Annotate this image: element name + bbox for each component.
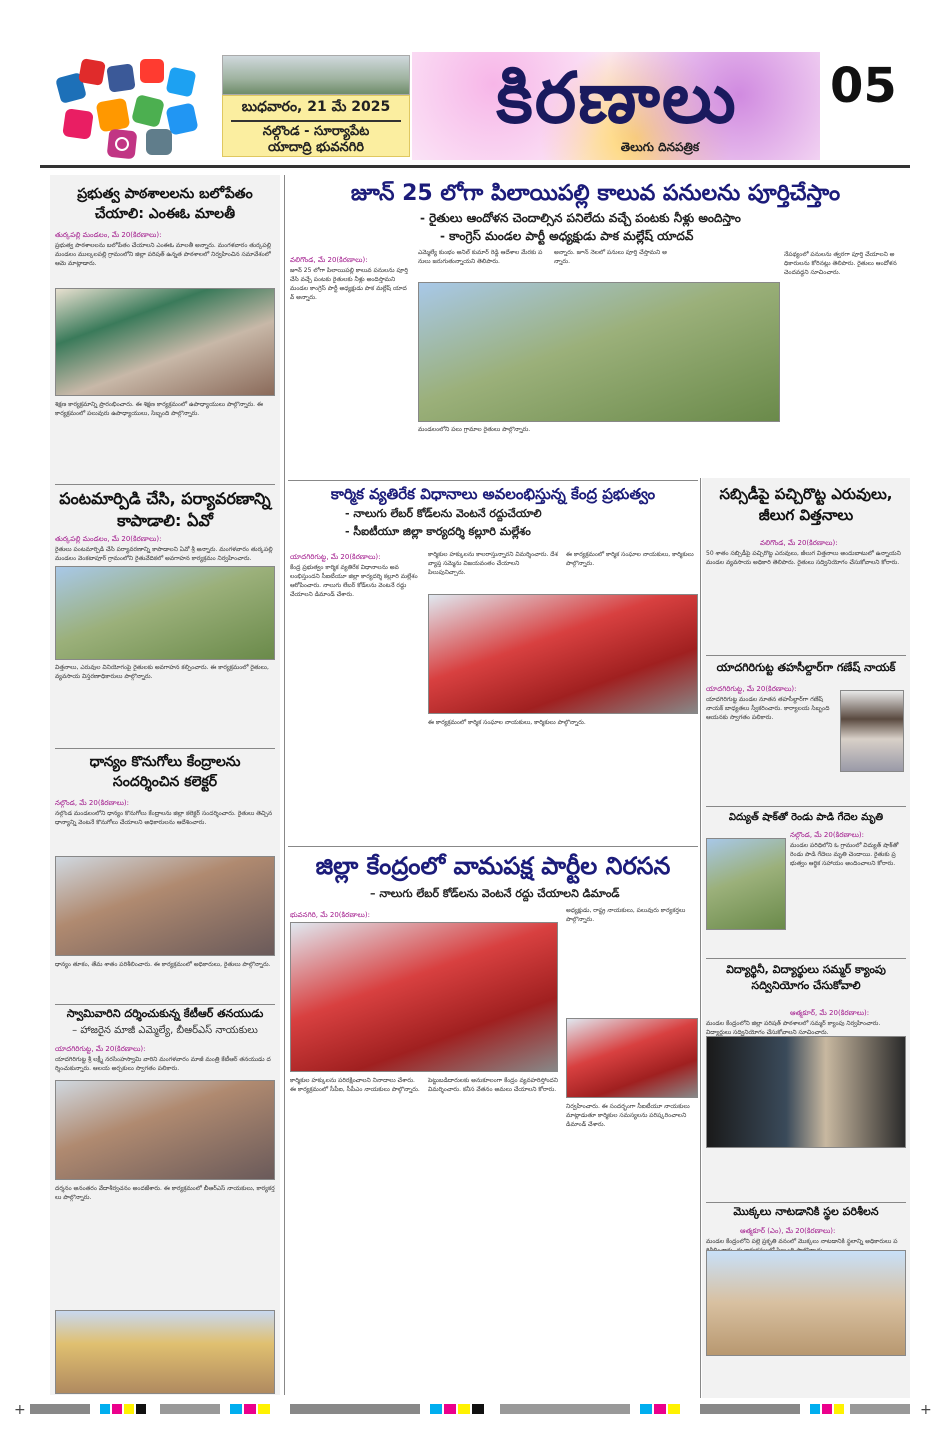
right-story-5-dateline: ఆత్మకూర్ (ఎం), మే 20(కిరణాలు):: [740, 1227, 836, 1235]
lead-story-body-col4: నేపథ్యంలో పనులను త్వరగా పూర్తి చేయాలని అధికారులను కోరినట్లు తెలిపారు. రైతులు ఆందోళన చెందవద్దని సూచించారు.: [784, 251, 897, 276]
left-story-3-body-2: ధాన్యం తూకం, తేమ శాతం పరిశీలించారు. ఈ కార్యక్రమంలో అధికారులు, రైతులు పాల్గొన్నారు.: [55, 961, 271, 968]
left-story-3-photo: [55, 856, 275, 956]
left-story-4-subtitle: – హాజరైన మాజీ ఎమ్మెల్యే, బీఆర్ఎస్ నాయకులు: [72, 1025, 258, 1036]
color-calibration-bar: [30, 1404, 915, 1414]
right-story-5-photo: [706, 1250, 906, 1356]
left-story-4-dateline: యాదగిరిగుట్ట, మే 20(కిరణాలు):: [55, 1045, 146, 1053]
right-story-3-photo: [706, 838, 786, 930]
story-2-body-col3: ఈ కార్యక్రమంలో కార్మిక సంఘాల నాయకులు, కార్మికులు పాల్గొన్నారు.: [566, 551, 694, 567]
left-story-4-body-2: దర్శనం అనంతరం వేదాశీర్వచనం అందజేశారు. ఈ కార్యక్రమంలో బీఆర్ఎస్ నాయకులు, కార్యకర్తలు పాల్గొన్నారు.: [55, 1185, 275, 1201]
left-story-3-body: నల్గొండ మండలంలోని ధాన్యం కొనుగోలు కేంద్రాలను జిల్లా కలెక్టర్ సందర్శించారు. రైతులు తెచ్చిన ధాన్యాన్ని వెంటనే కొనుగోలు చేయాలని అధికారులను ఆదేశించారు.: [55, 810, 273, 826]
story-2-subtitle-2: - సీఐటీయూ జిల్లా కార్యదర్శి కల్లూరి మల్లేశం: [345, 525, 531, 538]
right-story-5-body: మండల కేంద్రంలోని పల్లె ప్రకృతి వనంలో మొక్కలు నాటడానికి స్థలాన్ని అధికారులు ప: [706, 1238, 898, 1245]
right-divider-1: [706, 655, 906, 656]
left-story-4-photo: [55, 1080, 275, 1180]
lead-story-photo: [418, 282, 780, 422]
column-divider-right: [700, 478, 701, 1398]
story-3-body-col2: అధ్యక్షుడు, రాష్ట్ర నాయకులు, పలువురు కార్యకర్తలు పాల్గొన్నారు.: [566, 907, 686, 923]
left-divider-3: [55, 1004, 275, 1005]
newspaper-logo: కిరణాలు: [496, 56, 738, 139]
lead-story-body-col3: అన్నారు. జూన్ నెలలో పనులు పూర్తి చేస్తామని అన్నారు.: [554, 249, 667, 265]
right-divider-2: [706, 806, 906, 807]
left-story-4-title: స్వామివారిని దర్శించుకున్న కేటీఆర్ తనయుడు: [66, 1007, 264, 1020]
right-story-1-dateline: వలిగొండ, మే 20(కిరణాలు):: [760, 539, 838, 547]
story-2-body-col2: కార్మికుల హక్కులను కాలరాస్తున్నారని విమర్శించారు. దేశవ్యాప్త సమ్మెను విజయవంతం చేయాలని పిలుపునిచ్చారు.: [428, 551, 558, 576]
right-story-1-title: సబ్సిడీపై పచ్చిరొట్ట ఎరువులు, జీలుగ విత్తనాలు: [719, 485, 893, 524]
masthead-rule: [40, 165, 910, 168]
right-story-4-photo: [706, 1036, 906, 1148]
left-story-1-dateline: తుర్కపల్లి మండలం, మే 20(కిరణాలు):: [55, 231, 162, 239]
story-3-photo-2: [566, 1018, 698, 1098]
right-story-4-dateline: ఆత్మకూర్, మే 20(కిరణాలు):: [790, 1009, 870, 1017]
left-story-4-photo-2: [55, 1310, 275, 1394]
story-3-body-col3: కార్మికుల హక్కులను పరిరక్షించాలని నినాదాలు చేశారు. ఈ కార్యక్రమంలో సీపీఐ, సీపీఎం నాయకులు పాల్గొన్నారు.: [290, 1077, 420, 1093]
story-2-dateline: యాదగిరిగుట్ట, మే 20(కిరణాలు):: [290, 553, 381, 561]
lead-divider: [288, 480, 698, 481]
registration-mark-left: +: [14, 1402, 26, 1418]
left-story-2-body-2: విత్తనాలు, ఎరువుల వినియోగంపై రైతులకు అవగాహన కల్పించారు. ఈ కార్యక్రమంలో రైతులు, వ్యవసాయ విస్తరణాధికారులు పాల్గొన్నారు.: [55, 664, 269, 680]
edition-place-1: నల్గొండ - సూర్యాపేట: [262, 124, 370, 139]
story-3-title: జిల్లా కేంద్రంలో వామపక్ష పార్టీల నిరసన: [315, 852, 671, 880]
left-story-1-photo: [55, 288, 275, 396]
column-divider-left: [284, 175, 285, 1395]
lead-story-dateline: వలిగొండ, మే 20(కిరణాలు):: [290, 256, 368, 264]
story-2-photo: [428, 594, 698, 714]
social-media-graphic: [50, 55, 220, 160]
right-story-3-title: విద్యుత్ షాక్‌తో రెండు పాడి గేదెల మృతి: [728, 812, 884, 823]
lead-story-subtitle-1: - రైతులు ఆందోళన చెందాల్సిన పనిలేదు వచ్చే పంటకు నీళ్లు అందిస్తాం: [420, 211, 741, 225]
left-story-2-dateline: తుర్కపల్లి మండలం, మే 20(కిరణాలు):: [55, 535, 162, 543]
left-divider-1: [55, 484, 275, 485]
right-story-1-body: 50 శాతం సబ్సిడీపై పచ్చిరొట్ట ఎరువులు, జీలుగ విత్తనాలు అందుబాటులో ఉన్నాయని మండల వ్యవసాయ అధికారి తెలిపారు. రైతులు సద్వినియోగం చేసుకోవాలని కోరారు.: [706, 550, 901, 566]
right-story-2-portrait: [840, 690, 904, 772]
newspaper-tagline: తెలుగు దినపత్రిక: [620, 140, 700, 154]
lead-story-subtitle-2: - కాంగ్రెస్ మండల పార్టీ అధ్యక్షుడు పాక మల్లేష్ యాదవ్: [440, 229, 694, 243]
right-divider-4: [706, 1202, 906, 1203]
right-story-2-dateline: యాదగిరిగుట్ట, మే 20(కిరణాలు):: [706, 685, 797, 693]
story-2-subtitle-1: - నాలుగు లేబర్ కోడ్‌లను వెంటనే రద్దుచేయాలి: [345, 507, 542, 520]
story-2-body-col1: కేంద్ర ప్రభుత్వం కార్మిక వ్యతిరేక విధానాలను అవలంభిస్తుందని సీఐటీయూ జిల్లా కార్యదర్శి కల్లూరి మల్లేశం ఆరోపించారు. నాలుగు లేబర్ కోడ్‌లను వెంటనే రద్దు చేయాలని డిమాండ్ చేశారు.: [290, 564, 418, 598]
right-story-4-title: విద్యార్థినీ, విద్యార్థులు సమ్మర్ క్యాంపు సద్వినియోగం చేసుకోవాలి: [726, 963, 886, 992]
story-3-body-col4: పెట్టుబడిదారులకు అనుకూలంగా కేంద్రం వ్యవహరిస్తోందని విమర్శించారు. కనీస వేతనం అమలు చేయాలని కోరారు.: [428, 1077, 558, 1093]
story-2-body-bottom: ఈ కార్యక్రమంలో కార్మిక సంఘాల నాయకులు, కార్మికులు పాల్గొన్నారు.: [428, 719, 586, 726]
story-2-title: కార్మిక వ్యతిరేక విధానాలు అవలంభిస్తున్న కేంద్ర ప్రభుత్వం: [330, 485, 656, 503]
story-2-divider: [288, 846, 698, 847]
left-story-3-title: ధాన్యం కొనుగోలు కేంద్రాలను సందర్శించిన కలెక్టర్: [89, 754, 241, 790]
story-3-photo-1: [290, 922, 558, 1072]
lead-story-body-col2: ఎమ్మెల్యే కుంభం అనిల్ కుమార్ రెడ్డి ఆదేశాల మేరకు పనులు జరుగుతున్నాయని తెలిపారు.: [418, 249, 543, 265]
lead-story-title: జూన్ 25 లోగా పిలాయిపల్లి కాలువ పనులను పూర్తిచేస్తాం: [350, 181, 841, 206]
right-story-2-title: యాదగిరిగుట్ట తహసీల్దార్‌గా గణేష్ నాయక్: [716, 661, 896, 674]
right-story-4-body: మండల కేంద్రంలోని జిల్లా పరిషత్ పాఠశాలలో సమ్మర్ క్యాంపు నిర్వహించారు. విద్యార్థులు సద్వినియోగం చేసుకోవాలని సూచించారు.: [706, 1020, 881, 1036]
registration-mark-right: +: [920, 1402, 932, 1418]
left-story-1-title: ప్రభుత్వ పాఠశాలలను బలోపేతం చేయాలి: ఎంఈఓ మాలతీ: [77, 186, 253, 222]
edition-place-2: యాదాద్రి భువనగిరి: [267, 140, 365, 155]
right-story-5-title: మొక్కలు నాటడానికి స్థల పరిశీలన: [733, 1205, 879, 1218]
lead-story-body-bottom: మండలంలోని పలు గ్రామాల రైతులు పాల్గొన్నారు.: [418, 426, 531, 433]
right-story-3-body: మండల పరిధిలోని ఓ గ్రామంలో విద్యుత్ షాక్‌తో రెండు పాడి గేదెలు మృతి చెందాయి. రైతుకు ప్రభుత్వం ఆర్థిక సహాయం అందించాలని కోరారు.: [790, 842, 899, 867]
story-3-body-col5: నిర్వహించారు. ఈ సందర్భంగా సీఐటీయూ నాయకులు మాట్లాడుతూ కార్మికుల సమస్యలను పరిష్కరించాలని డిమాండ్ చేశారు.: [566, 1103, 690, 1128]
masthead-landscape-photo: [222, 55, 410, 95]
left-story-1-body: ప్రభుత్వ పాఠశాలలను బలోపేతం చేయాలని ఎంఈఓ మాలతీ అన్నారు. మంగళవారం తుర్కపల్లి మండలం ముల్కలపల్లి గ్రామంలోని జిల్లా పరిషత్ ఉన్నత పాఠశాలలో నిర్వహించిన సమావేశంలో ఆమె మాట్లాడారు.: [55, 242, 272, 267]
left-story-1-body-2: శిక్షణ కార్యక్రమాన్ని ప్రారంభించారు. ఈ శిక్షణ కార్యక్రమంలో ఉపాధ్యాయులు పాల్గొన్నారు. ఈ కార్యక్రమంలో పలువురు ఉపాధ్యాయులు, సిబ్బంది పాల్గొన్నారు.: [55, 401, 263, 417]
left-story-2-title: పంటమార్పిడి చేసి, పర్యావరణాన్ని కాపాడాలి: ఏవో: [59, 489, 271, 530]
right-story-3-dateline: నల్గొండ, మే 20(కిరణాలు):: [790, 831, 865, 839]
left-story-4-body: యాదగిరిగుట్ట శ్రీ లక్ష్మీ నరసింహస్వామి వారిని మంగళవారం మాజీ మంత్రి కేటీఆర్ తనయుడు దర్శించుకున్నారు. ఆలయ అర్చకులు స్వాగతం పలికారు.: [55, 1056, 271, 1072]
left-story-2-body: రైతులు పంటమార్పిడి చేసి పర్యావరణాన్ని కాపాడాలని ఏవో శ్రీ అన్నారు. మంగళవారం తుర్కపల్లి మండలం వెంకటాపూర్ గ్రామంలోని రైతువేదికలో అవగాహన కార్యక్రమం నిర్వహించారు.: [55, 546, 273, 562]
left-story-2-photo: [55, 566, 275, 660]
lead-story-body-col1: జూన్ 25 లోగా పిలాయిపల్లి కాలువ పనులను పూర్తి చేసి వచ్చే పంటకు రైతులకు నీళ్లు అందిస్తామని మండల కాంగ్రెస్ పార్టీ అధ్యక్షుడు పాక మల్లేష్ యాదవ్ అన్నారు.: [290, 267, 408, 301]
masthead-date-box: [222, 95, 410, 157]
issue-date: బుధవారం, 21 మే 2025: [241, 99, 391, 115]
right-story-2-body: యాదగిరిగుట్ట మండల నూతన తహసీల్దార్‌గా గణేష్ నాయక్ బాధ్యతలు స్వీకరించారు. కార్యాలయ సిబ్బంది ఆయనకు స్వాగతం పలికారు.: [706, 696, 830, 721]
left-story-3-dateline: నల్గొండ, మే 20(కిరణాలు):: [55, 799, 130, 807]
page-number: 05: [830, 58, 897, 114]
story-3-dateline: భువనగిరి, మే 20(కిరణాలు):: [290, 911, 370, 919]
story-3-subtitle: – నాలుగు లేబర్ కోడ్‌లను వెంటనే రద్దు చేయాలని డిమాండ్: [370, 887, 620, 900]
left-divider-2: [55, 748, 275, 749]
right-divider-3: [706, 958, 906, 959]
